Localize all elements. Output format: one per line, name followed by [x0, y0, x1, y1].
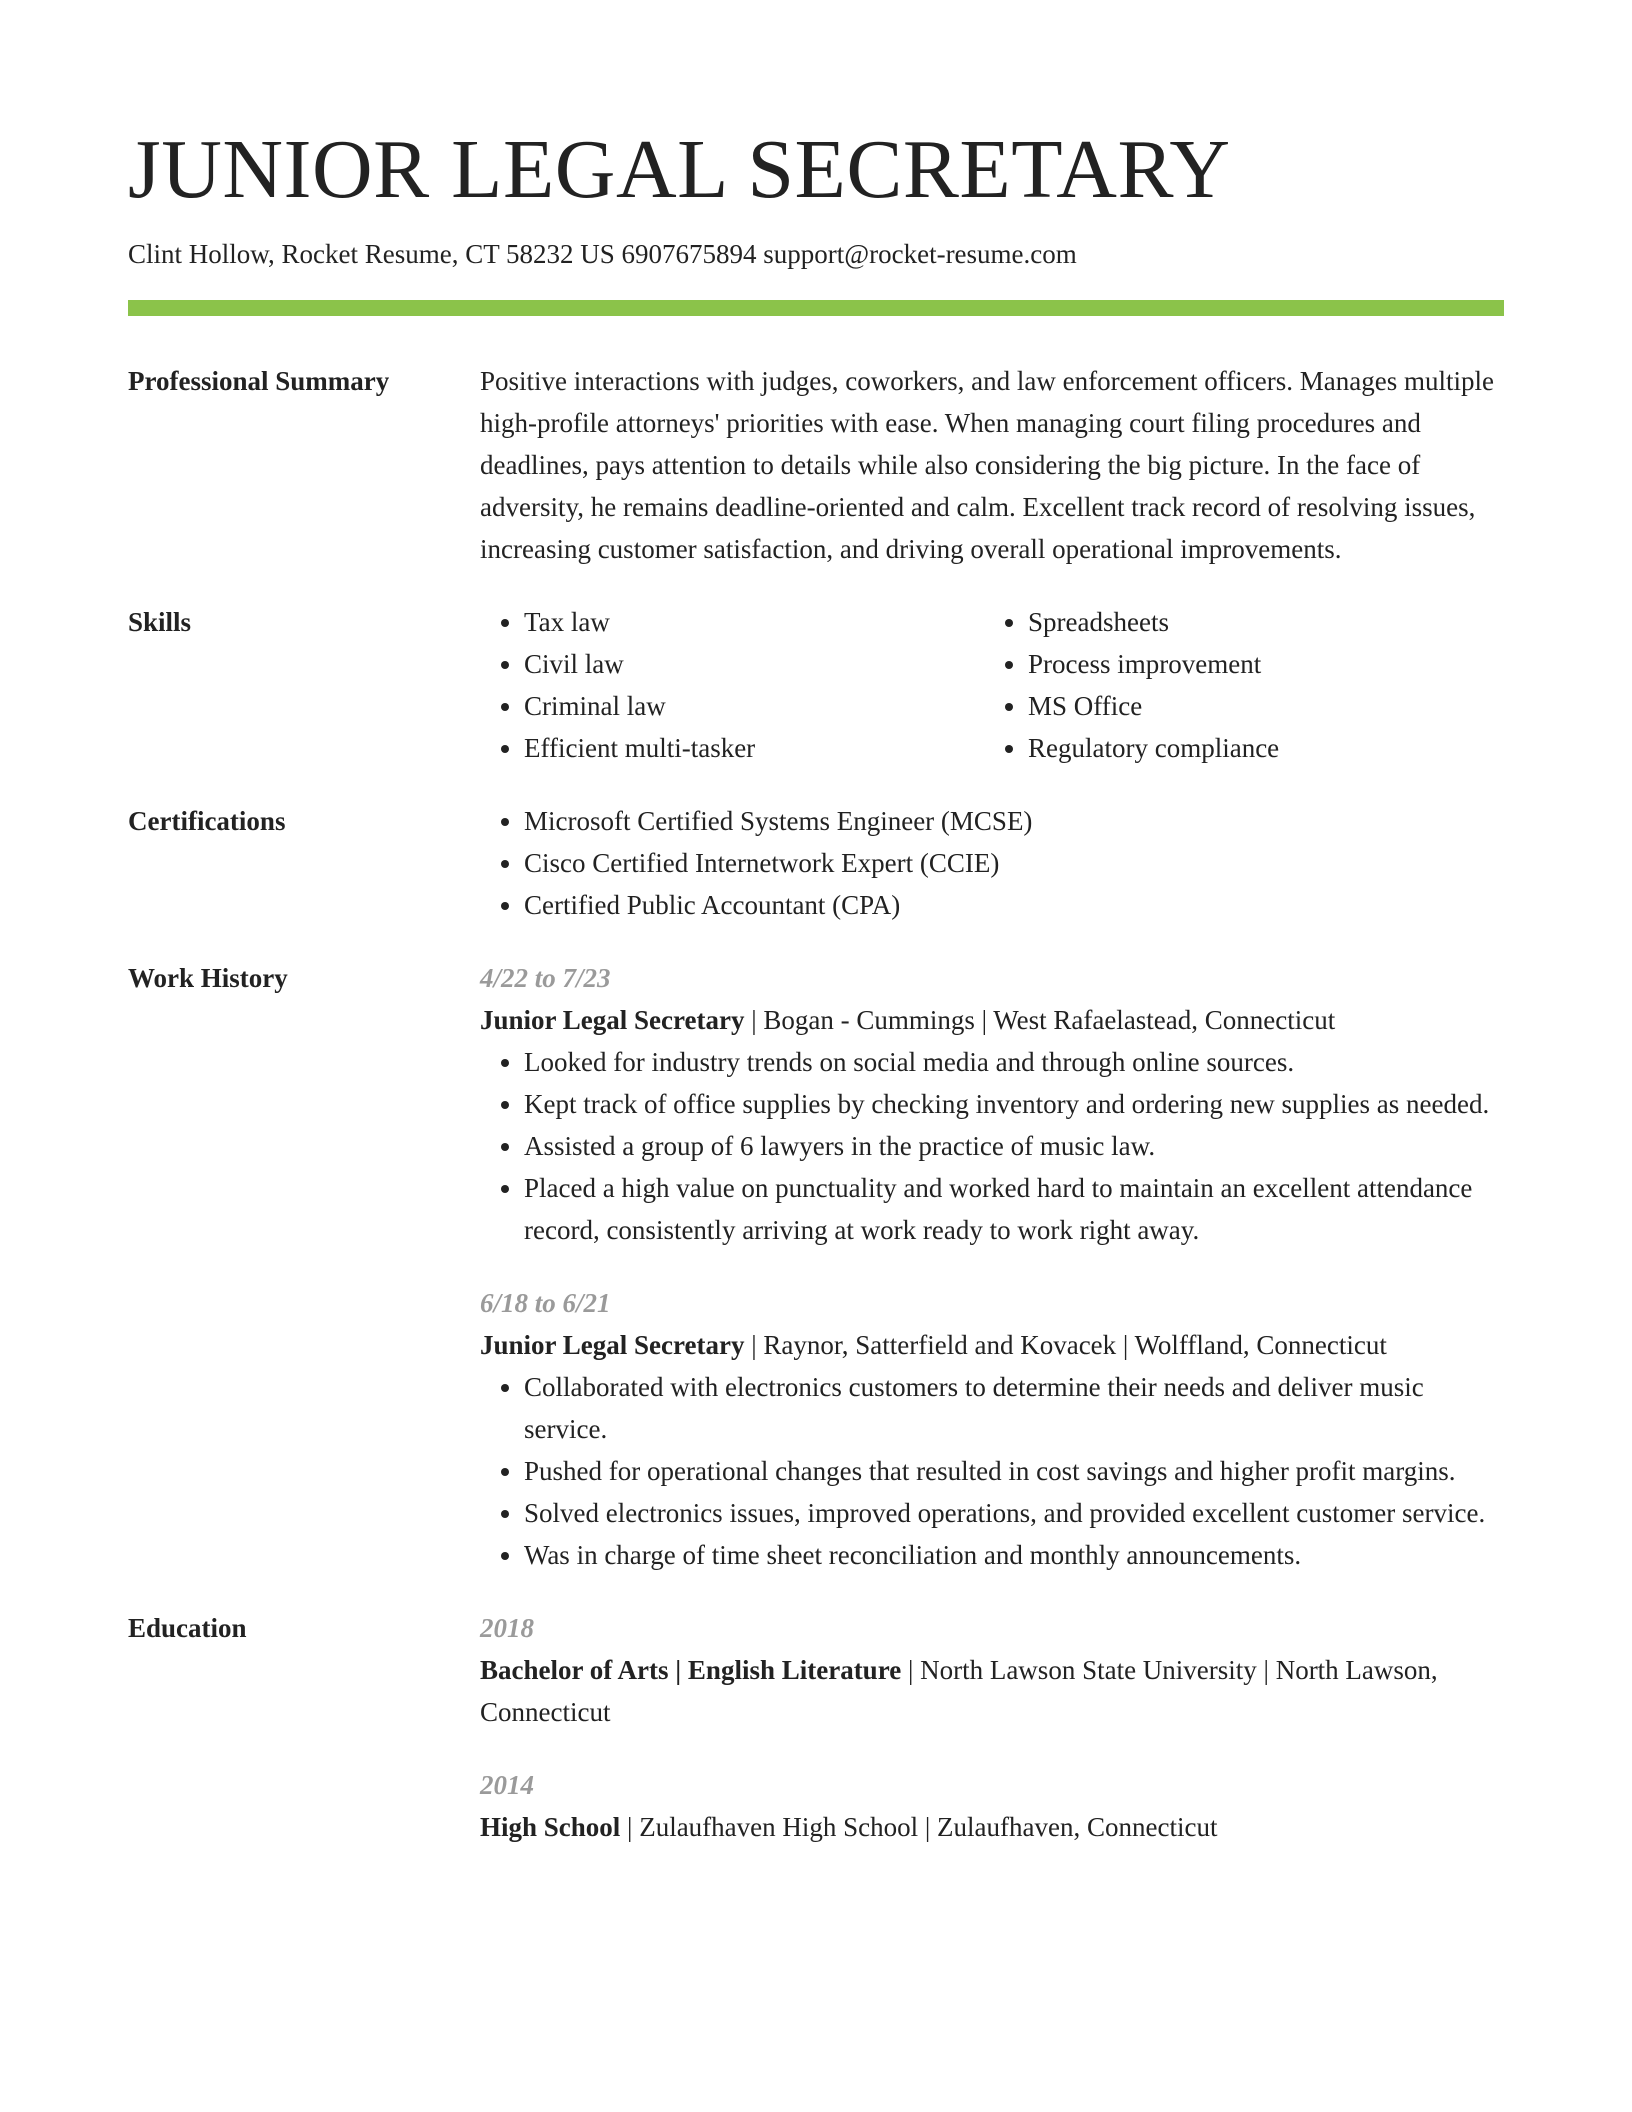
list-item: • Efficient multi-tasker: [524, 727, 984, 769]
list-item: • Spreadsheets: [1028, 601, 1488, 643]
job-title-line: [480, 999, 1504, 1041]
summary-heading: Professional Summary: [128, 366, 390, 396]
education-section: [128, 1607, 1504, 1848]
skills-heading: Skills: [128, 607, 192, 637]
education-degree: High School: [480, 1812, 621, 1842]
education-entry: [480, 1764, 1504, 1848]
job-entry: [480, 957, 1504, 1251]
skills-list-left: [480, 601, 984, 769]
job-dates: 6/18 to 6/21: [480, 1288, 611, 1318]
skills-section: [128, 601, 1504, 769]
list-item: • Cisco Certified Internetwork Expert (CCIE): [524, 842, 1504, 884]
list-item: • Kept track of office supplies by checking inventory and ordering new supplies as needed.: [524, 1083, 1504, 1125]
list-item: • Placed a high value on punctuality and worked hard to maintain an excellent attendance record, consistently arriving at work ready to work right away.: [524, 1167, 1504, 1251]
list-item: • Was in charge of time sheet reconciliation and monthly announcements.: [524, 1534, 1504, 1576]
education-year: 2014: [480, 1770, 534, 1800]
list-item: • Microsoft Certified Systems Engineer (MCSE): [524, 800, 1504, 842]
list-item: • Certified Public Accountant (CPA): [524, 884, 1504, 926]
education-details: | North Lawson State University | North Lawson, Connecticut: [480, 1655, 1438, 1727]
education-line: [480, 1649, 1504, 1733]
accent-divider: [128, 300, 1504, 316]
job-bullets: [480, 1366, 1504, 1576]
list-item: • Criminal law: [524, 685, 984, 727]
certifications-list: [480, 800, 1504, 926]
list-item: • Process improvement: [1028, 643, 1488, 685]
list-item: • Civil law: [524, 643, 984, 685]
job-title-line: [480, 1324, 1504, 1366]
list-item: • Pushed for operational changes that resulted in cost savings and higher profit margins.: [524, 1450, 1504, 1492]
summary-text: Positive interactions with judges, coworkers, and law enforcement officers. Manages multiple high-profile attorneys' priorities with ease. When managing court filing procedures and deadlines, pays attention to details while also considering the big picture. In the face of adversity, he remains deadline-oriented and calm. Excellent track record of resolving issues, increasing customer satisfaction, and driving overall operational improvements.: [480, 366, 1494, 564]
education-details: | Zulaufhaven High School | Zulaufhaven, Connecticut: [620, 1812, 1218, 1842]
list-item: • Assisted a group of 6 lawyers in the practice of music law.: [524, 1125, 1504, 1167]
contact-line: Clint Hollow, Rocket Resume, CT 58232 US 6907675894 support@rocket-resume.com: [128, 239, 1077, 269]
job-entry: [480, 1282, 1504, 1576]
list-item: • Regulatory compliance: [1028, 727, 1488, 769]
job-bullets: [480, 1041, 1504, 1251]
work-history-section: [128, 957, 1504, 1576]
education-heading: Education: [128, 1613, 247, 1643]
education-year: 2018: [480, 1613, 534, 1643]
list-item: • Solved electronics issues, improved operations, and provided excellent customer service.: [524, 1492, 1504, 1534]
job-details: | Bogan - Cummings | West Rafaelastead, Connecticut: [744, 1005, 1336, 1035]
resume-title: JUNIOR LEGAL SECRETARY: [128, 123, 1231, 216]
list-item: • Collaborated with electronics customers to determine their needs and deliver music service.: [524, 1366, 1504, 1450]
job-details: | Raynor, Satterfield and Kovacek | Wolffland, Connecticut: [744, 1330, 1387, 1360]
list-item: • Tax law: [524, 601, 984, 643]
list-item: • Looked for industry trends on social media and through online sources.: [524, 1041, 1504, 1083]
job-title: Junior Legal Secretary: [480, 1330, 745, 1360]
education-entry: [480, 1607, 1504, 1733]
education-degree: Bachelor of Arts | English Literature: [480, 1655, 902, 1685]
list-item: • MS Office: [1028, 685, 1488, 727]
work-history-heading: Work History: [128, 963, 288, 993]
education-line: [480, 1806, 1504, 1848]
job-dates: 4/22 to 7/23: [480, 963, 611, 993]
job-title: Junior Legal Secretary: [480, 1005, 745, 1035]
certifications-section: [128, 800, 1504, 926]
summary-section: [128, 360, 1504, 570]
skills-list-right: [984, 601, 1488, 769]
certifications-heading: Certifications: [128, 806, 286, 836]
